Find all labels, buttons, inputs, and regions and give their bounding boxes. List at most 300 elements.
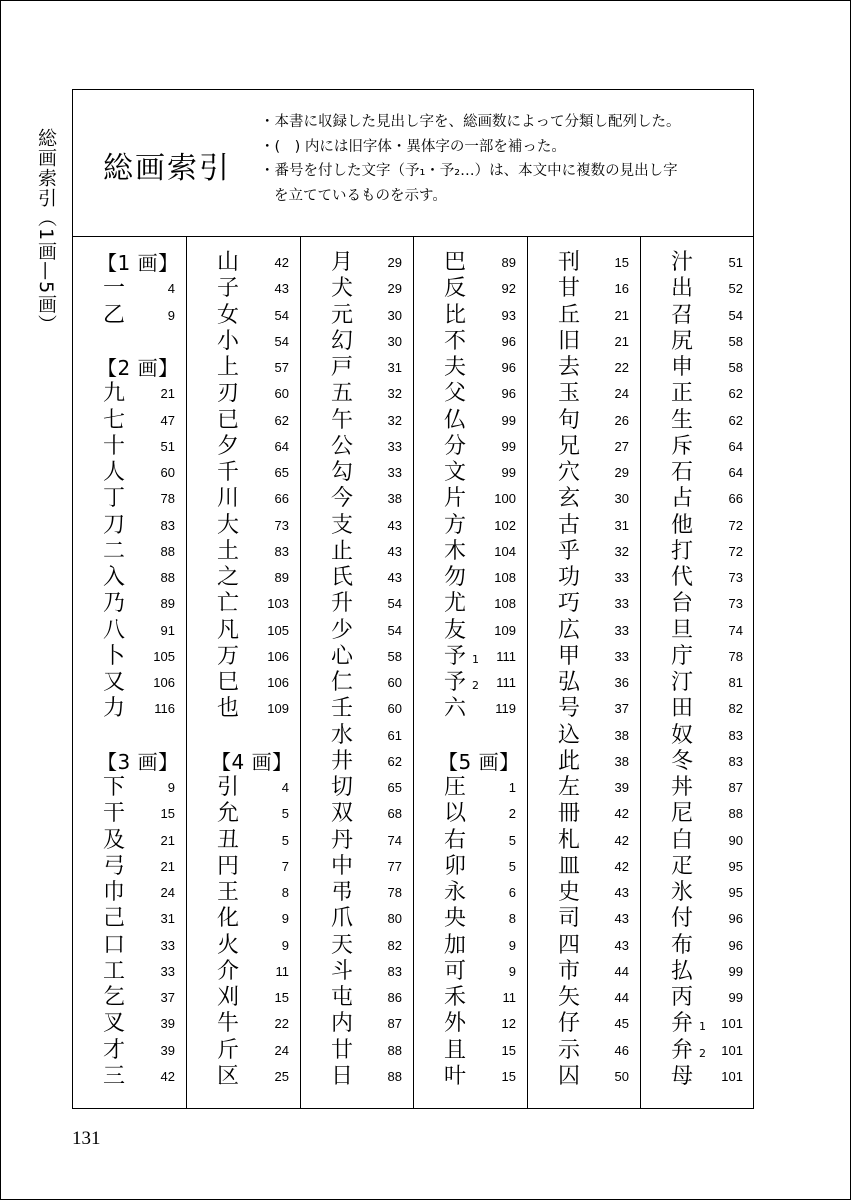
entry-character (217, 513, 239, 539)
index-entry (528, 276, 640, 302)
index-entry (641, 670, 754, 696)
entry-character (103, 381, 125, 407)
entry-page-number: 38 (614, 753, 629, 769)
index-entry (301, 486, 413, 512)
entry-character (558, 959, 580, 985)
index-entry (301, 591, 413, 617)
entry-character-text: 古 (558, 512, 581, 538)
entry-character-text: 氷 (671, 880, 694, 905)
entry-page-number: 51 (728, 255, 743, 270)
entry-page-number: 33 (614, 596, 629, 612)
entry-page-number: 83 (728, 753, 743, 769)
entry-character-text: 及 (103, 827, 126, 853)
entry-page-number: 39 (614, 780, 629, 795)
entry-character (558, 539, 580, 565)
entry-character (444, 250, 466, 276)
index-entry (528, 1064, 640, 1090)
entry-page-number: 27 (614, 438, 629, 454)
entry-character-text: 才 (103, 1037, 126, 1063)
entry-page-number: 42 (614, 806, 629, 822)
entry-page-number: 43 (387, 543, 402, 559)
entry-character-text: 付 (671, 906, 694, 932)
entry-page-number: 21 (160, 858, 175, 874)
index-entry (301, 854, 413, 880)
entry-character-text: 巾 (103, 880, 126, 905)
entry-page-number: 43 (614, 937, 629, 953)
index-entry (528, 828, 640, 854)
entry-character-text: 夫 (444, 355, 467, 380)
index-entry (301, 1064, 413, 1090)
entry-character-text: 父 (444, 381, 467, 407)
entry-character-text: 弁 (671, 1037, 694, 1063)
entry-character-text: 号 (558, 696, 581, 722)
entry-character (331, 1064, 353, 1090)
entry-page-number: 9 (167, 307, 175, 323)
index-entry (187, 1011, 300, 1037)
index-entry (187, 618, 300, 644)
entry-page-number: 64 (728, 465, 743, 480)
index-entry (301, 381, 413, 407)
index-entry (414, 250, 527, 276)
index-entry (301, 539, 413, 565)
entry-character-text: 禾 (444, 985, 467, 1010)
entry-page-number: 103 (267, 596, 289, 612)
entry-page-number: 43 (274, 281, 289, 297)
entry-character-text: 火 (217, 932, 240, 958)
index-entry (641, 880, 754, 906)
entry-character (331, 329, 353, 355)
entry-page-number: 87 (387, 1016, 402, 1032)
entry-character-text: 生 (671, 407, 694, 433)
entry-character-text: 申 (671, 355, 694, 380)
index-entry (414, 460, 527, 486)
entry-page-number: 104 (494, 543, 516, 559)
entry-character (444, 276, 466, 302)
entry-character-text: 十 (103, 433, 126, 459)
entry-character (217, 985, 239, 1011)
entry-character (331, 1011, 353, 1037)
index-entry (187, 696, 300, 722)
entry-page-number: 37 (614, 701, 629, 717)
entry-page-number: 82 (387, 937, 402, 953)
entry-page-number: 9 (281, 911, 289, 927)
entry-character (103, 828, 125, 854)
entry-character-text: 少 (331, 617, 354, 643)
stroke-count-heading: 【3 画】 (97, 749, 179, 774)
entry-character (671, 486, 693, 512)
index-entry (641, 513, 754, 539)
entry-character-text: 左 (558, 775, 581, 800)
entry-character (103, 933, 125, 959)
entry-page-number: 96 (501, 333, 516, 349)
entry-page-number: 54 (728, 307, 743, 323)
entry-character-text: 止 (331, 538, 354, 564)
entry-page-number: 42 (160, 1068, 175, 1084)
entry-character (558, 303, 580, 329)
entry-character-text: 川 (217, 486, 240, 512)
entry-character (671, 1011, 706, 1040)
index-entry (414, 276, 527, 302)
entry-character (444, 486, 466, 512)
index-entry (414, 670, 527, 696)
entry-page-number: 33 (614, 648, 629, 664)
entry-page-number: 33 (160, 937, 175, 953)
index-title: 総画索引 (103, 151, 231, 186)
index-entry (301, 644, 413, 670)
entry-page-number: 31 (160, 911, 175, 927)
index-entry (641, 959, 754, 985)
entry-character (671, 985, 693, 1011)
index-entry (301, 933, 413, 959)
entry-page-number: 77 (387, 858, 402, 874)
entry-character (331, 355, 353, 381)
entry-character-text: 庁 (671, 643, 694, 669)
entry-page-number: 106 (153, 675, 175, 690)
entry-character-text: 丘 (558, 302, 581, 328)
index-entry (528, 486, 640, 512)
entry-page-number: 73 (274, 517, 289, 533)
entry-character-text: 囚 (558, 1063, 581, 1089)
index-entry (301, 775, 413, 801)
entry-character-text: 二 (103, 538, 126, 564)
index-entry (641, 539, 754, 565)
index-entry (301, 250, 413, 276)
entry-character-text: 戸 (331, 355, 354, 380)
entry-character (217, 539, 239, 565)
entry-character-text: 千 (217, 460, 240, 485)
entry-character (558, 985, 580, 1011)
index-entry (73, 801, 186, 827)
index-entry (73, 670, 186, 696)
index-entry (528, 513, 640, 539)
entry-character (444, 1011, 466, 1037)
entry-character-text: 矢 (558, 985, 581, 1010)
entry-page-number: 38 (614, 727, 629, 743)
entry-character (671, 539, 693, 565)
entry-character-text: 屯 (331, 985, 354, 1010)
index-entry (528, 250, 640, 276)
entry-variant-number: 2 (699, 1046, 707, 1060)
entry-character (331, 933, 353, 959)
index-entry (73, 618, 186, 644)
entry-character-text: 尼 (671, 801, 694, 827)
entry-character-text: 卯 (444, 853, 467, 879)
entry-character (444, 329, 466, 355)
entry-page-number: 83 (274, 543, 289, 559)
entry-character-text: 巳 (217, 670, 240, 695)
entry-character (217, 460, 239, 486)
entry-page-number: 33 (614, 622, 629, 638)
index-entry (528, 381, 640, 407)
entry-character (331, 591, 353, 617)
index-entry (414, 644, 527, 670)
entry-character (331, 906, 353, 932)
index-entry (414, 408, 527, 434)
index-entry (301, 670, 413, 696)
entry-character (217, 434, 239, 460)
entry-page-number: 30 (614, 491, 629, 507)
entry-variant-number: 1 (472, 652, 480, 666)
index-entry (187, 670, 300, 696)
entry-character (103, 408, 125, 434)
entry-character-text: 去 (558, 355, 581, 380)
index-entry (187, 1064, 300, 1090)
entry-page-number: 96 (728, 937, 743, 953)
entry-character-text: 正 (671, 381, 694, 407)
index-entry (641, 723, 754, 749)
stroke-count-heading: 【2 画】 (97, 356, 179, 380)
entry-page-number: 88 (387, 1068, 402, 1084)
entry-character (217, 801, 239, 827)
entry-page-number: 9 (508, 963, 516, 979)
entry-character (444, 355, 466, 381)
entry-character-text: 払 (671, 958, 694, 984)
entry-character (671, 460, 693, 486)
index-entry (301, 460, 413, 486)
entry-character (217, 565, 239, 591)
entry-page-number: 68 (387, 806, 402, 822)
index-entry (301, 1038, 413, 1064)
entry-page-number: 38 (387, 491, 402, 507)
entry-page-number: 74 (728, 622, 743, 638)
entry-page-number: 32 (387, 386, 402, 402)
index-entry (641, 801, 754, 827)
entry-character-text: 四 (558, 932, 581, 958)
entry-character (671, 408, 693, 434)
entry-character (558, 565, 580, 591)
index-entry (73, 828, 186, 854)
index-entry (301, 408, 413, 434)
entry-page-number: 105 (267, 622, 289, 638)
entry-character-text: 乞 (103, 985, 126, 1010)
entry-character-text: 也 (217, 696, 240, 722)
entry-character-text: 圧 (444, 775, 467, 800)
entry-character (217, 775, 239, 801)
entry-character (103, 303, 125, 329)
entry-character (444, 381, 466, 407)
entry-character (331, 775, 353, 801)
entry-page-number: 31 (614, 517, 629, 533)
index-entry (641, 460, 754, 486)
entry-page-number: 8 (508, 911, 516, 927)
entry-character-text: 月 (331, 250, 354, 275)
entry-page-number: 64 (728, 438, 743, 454)
entry-character-text: 弘 (558, 670, 581, 695)
index-entry (641, 303, 754, 329)
index-box (72, 89, 754, 1109)
entry-page-number: 52 (728, 281, 743, 297)
index-entry (301, 329, 413, 355)
entry-character (444, 696, 466, 722)
entry-page-number: 109 (494, 622, 516, 638)
entry-character-text: 五 (331, 381, 354, 407)
entry-page-number: 86 (387, 990, 402, 1005)
entry-page-number: 60 (387, 701, 402, 717)
entry-character (217, 303, 239, 329)
index-entry (187, 854, 300, 880)
entry-character (558, 854, 580, 880)
index-entry (528, 565, 640, 591)
entry-page-number: 15 (274, 990, 289, 1005)
index-entry (73, 854, 186, 880)
index-entry (414, 801, 527, 827)
entry-character (103, 959, 125, 985)
entry-page-number: 16 (614, 281, 629, 297)
entry-page-number: 105 (153, 648, 175, 664)
entry-character (558, 381, 580, 407)
entry-character-text: 汁 (671, 250, 694, 275)
entry-character (331, 644, 353, 670)
entry-page-number: 88 (387, 1042, 402, 1058)
index-entry (187, 434, 300, 460)
entry-character (671, 355, 693, 381)
entry-character (671, 1064, 693, 1090)
entry-character-text: 可 (444, 958, 467, 984)
entry-character-text: 亡 (217, 591, 240, 617)
entry-character (671, 749, 693, 775)
entry-character-text: 示 (558, 1037, 581, 1063)
entry-character-text: 入 (103, 565, 126, 590)
entry-character-text: 上 (217, 355, 240, 380)
index-entry (187, 355, 300, 381)
entry-character (671, 801, 693, 827)
entry-character-text: 三 (103, 1063, 126, 1089)
entry-character (217, 644, 239, 670)
entry-page-number: 65 (387, 780, 402, 795)
entry-character-text: 込 (558, 722, 581, 748)
index-entry (528, 670, 640, 696)
entry-page-number: 1 (508, 780, 516, 795)
entry-character-text: 水 (331, 722, 354, 748)
entry-character (671, 250, 693, 276)
note-1: ・本書に収録した見出し字を、総画数によって分類し配列した。 (260, 114, 681, 130)
entry-character (671, 381, 693, 407)
entry-page-number: 45 (614, 1016, 629, 1032)
entry-page-number: 36 (614, 675, 629, 690)
entry-page-number: 57 (274, 360, 289, 375)
entry-page-number: 21 (160, 832, 175, 848)
entry-page-number: 37 (160, 990, 175, 1005)
entry-character (331, 486, 353, 512)
index-entry (187, 329, 300, 355)
entry-character-text: 文 (444, 460, 467, 485)
entry-page-number: 99 (501, 412, 516, 428)
entry-page-number: 5 (281, 806, 289, 822)
entry-character-text: 刀 (103, 512, 126, 538)
entry-character-text: 尤 (444, 591, 467, 617)
entry-page-number: 33 (387, 438, 402, 454)
entry-page-number: 44 (614, 990, 629, 1005)
index-entry (528, 880, 640, 906)
entry-page-number: 42 (614, 858, 629, 874)
entry-character-text: 比 (444, 302, 467, 328)
entry-page-number: 30 (387, 333, 402, 349)
index-entry (187, 381, 300, 407)
entry-page-number: 64 (274, 438, 289, 454)
entry-character (331, 696, 353, 722)
entry-character-text: 下 (103, 775, 126, 800)
entry-page-number: 24 (160, 885, 175, 900)
entry-character (558, 906, 580, 932)
entry-character-text: 疋 (671, 853, 694, 879)
index-entry (301, 355, 413, 381)
entry-character-text: 山 (217, 250, 240, 275)
entry-character-text: 升 (331, 591, 354, 617)
entry-page-number: 9 (281, 937, 289, 953)
entry-character (558, 723, 580, 749)
index-entry (641, 644, 754, 670)
index-entry (187, 408, 300, 434)
index-entry (187, 933, 300, 959)
entry-character (671, 303, 693, 329)
entry-character (331, 250, 353, 276)
entry-character-text: 永 (444, 880, 467, 905)
index-entry (301, 1011, 413, 1037)
entry-character (444, 959, 466, 985)
entry-character (217, 933, 239, 959)
entry-character (558, 1064, 580, 1090)
entry-character-text: 乙 (103, 302, 126, 328)
entry-character (558, 486, 580, 512)
index-column-6 (641, 236, 754, 1108)
entry-character (331, 539, 353, 565)
entry-character-text: 土 (217, 538, 240, 564)
entry-character-text: 右 (444, 827, 467, 853)
entry-character (671, 959, 693, 985)
entry-page-number: 39 (160, 1042, 175, 1058)
entry-page-number: 58 (728, 333, 743, 349)
entry-page-number: 47 (160, 412, 175, 428)
entry-character (671, 906, 693, 932)
entry-character-text: 弔 (331, 880, 354, 905)
index-entry (528, 959, 640, 985)
entry-character (558, 408, 580, 434)
entry-character (558, 618, 580, 644)
entry-page-number: 102 (494, 517, 516, 533)
entry-character (558, 696, 580, 722)
entry-page-number: 30 (387, 307, 402, 323)
entry-character (444, 408, 466, 434)
entry-page-number: 99 (728, 990, 743, 1005)
entry-page-number: 22 (274, 1016, 289, 1032)
entry-character-text: 元 (331, 302, 354, 328)
index-entry (641, 355, 754, 381)
entry-character (671, 828, 693, 854)
entry-character-text: 引 (217, 775, 240, 800)
entry-character (331, 434, 353, 460)
entry-character (671, 696, 693, 722)
entry-character-text: 汀 (671, 670, 694, 695)
entry-character-text: 丹 (331, 827, 354, 853)
entry-character (331, 276, 353, 302)
entry-character (331, 749, 353, 775)
entry-page-number: 78 (160, 491, 175, 507)
index-entry (528, 539, 640, 565)
entry-character (331, 565, 353, 591)
entry-page-number: 26 (614, 412, 629, 428)
entry-character (444, 644, 479, 673)
index-entry (414, 591, 527, 617)
entry-page-number: 7 (281, 858, 289, 874)
entry-character-text: 斥 (671, 433, 694, 459)
entry-character (444, 775, 466, 801)
entry-character-text: 予 (444, 670, 467, 695)
index-entry (641, 1038, 754, 1064)
entry-character (558, 434, 580, 460)
entry-character (444, 854, 466, 880)
entry-character-text: 冬 (671, 748, 694, 774)
entry-character-text: 支 (331, 512, 354, 538)
